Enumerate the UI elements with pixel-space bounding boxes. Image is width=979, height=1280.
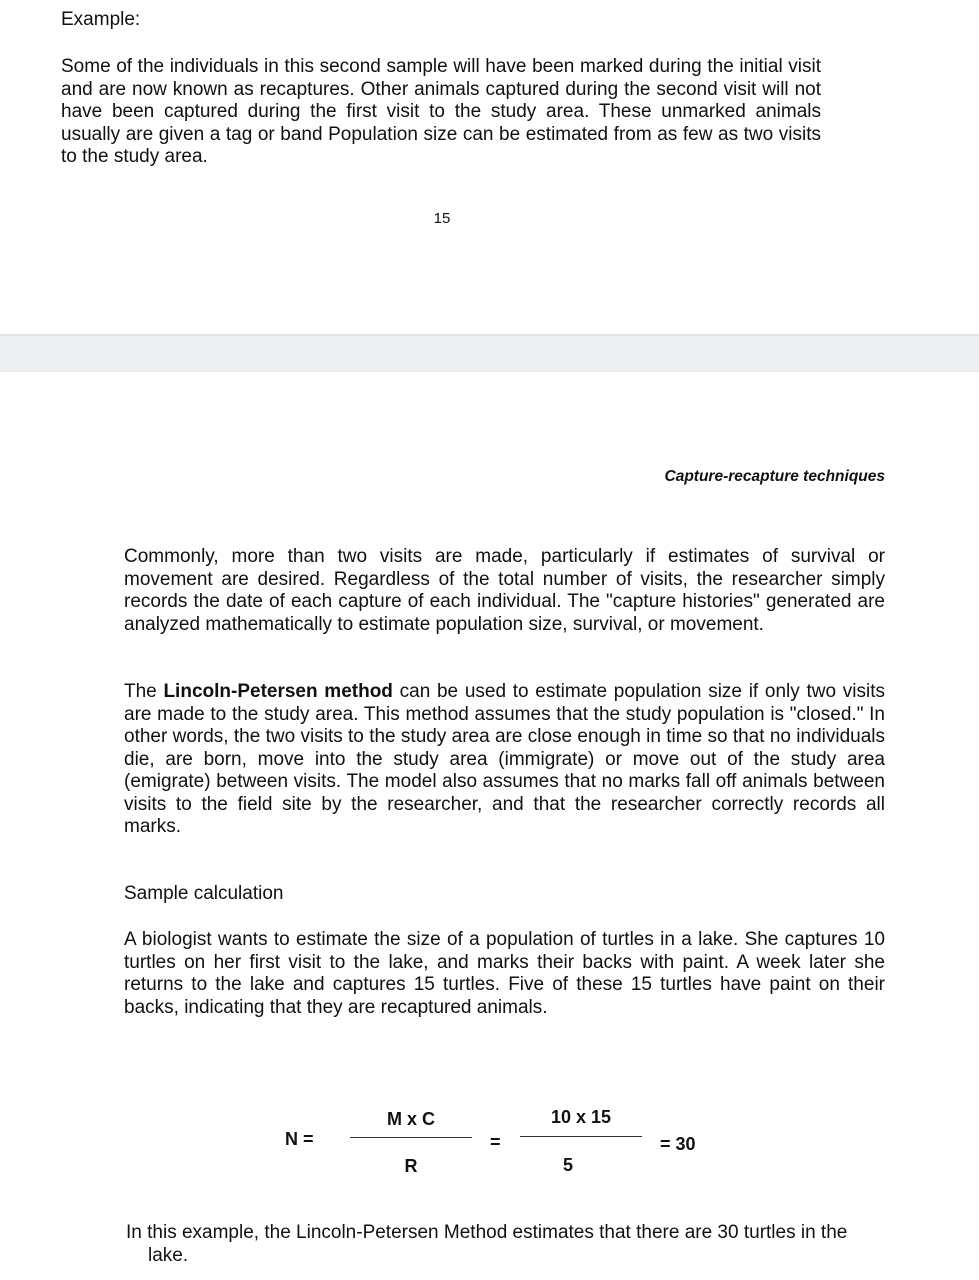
- sample-calculation-heading: Sample calculation: [124, 883, 284, 904]
- paragraph-commonly: Commonly, more than two visits are made, particularly if estimates of survival or movement are desired. Regardless of the total number of visits, the researcher simply records the date of each capture of each individual. The "capture histories" generated are analyzed mathematically to estimate population size, survival, or movement.: [124, 546, 885, 635]
- paragraph-biologist: A biologist wants to estimate the size of a population of turtles in a lake. She captures 10 turtles on her first visit to the lake, and marks their backs with paint. A week later she returns to the lake and captures 15 turtles. Five of these 15 turtles have paint on their backs, indicating that they are recaptured animals.: [124, 929, 885, 1018]
- fraction-bar-numeric: [520, 1136, 642, 1137]
- conclusion-line-1: In this example, the Lincoln-Petersen Method estimates that there are 30 turtles in the: [126, 1222, 848, 1243]
- formula-denominator-numeric: 5: [562, 1155, 573, 1175]
- fraction-bar-symbolic: [350, 1137, 472, 1138]
- paragraph-lincoln-petersen: [124, 681, 885, 839]
- page-separator: [0, 334, 979, 372]
- lincoln-intro: The: [124, 681, 164, 702]
- conclusion-line-2: lake.: [148, 1244, 189, 1266]
- page-number: 15: [433, 210, 451, 227]
- formula-denominator-symbolic: R: [404, 1156, 418, 1176]
- formula-equals: =: [490, 1132, 501, 1152]
- running-header: Capture-recapture techniques: [664, 468, 885, 485]
- formula-lhs: N =: [285, 1129, 314, 1149]
- example-paragraph: Some of the individuals in this second sample will have been marked during the initial visit and are now known as recaptures. Other animals captured during the second visit will not have been captured during the first visit to the study area. These unmarked animals usually are given a tag or band Population size can be estimated from as few as two visits to the study area.: [61, 56, 821, 167]
- paragraph-conclusion: [126, 1222, 881, 1267]
- formula-numerator-numeric: 10 x 15: [550, 1107, 612, 1127]
- lincoln-body: can be used to estimate population size if only two visits are made to the study area. This method assumes that the study population is "closed." In other words, the two visits to the study area are close enough in time so that no individuals die, are born, move into the study area (immigrate) or move out of the study area (emigrate) between visits. The model also assumes that no marks fall off animals between visits to the field site by the researcher, and that the researcher correctly records all marks.: [124, 681, 885, 837]
- formula-result: = 30: [660, 1134, 696, 1154]
- example-label: Example:: [61, 9, 141, 30]
- document-page-15: [0, 0, 979, 334]
- document-page-16: [0, 372, 979, 1280]
- lincoln-method-term: Lincoln-Petersen method: [163, 681, 393, 702]
- formula-numerator-symbolic: M x C: [386, 1109, 435, 1129]
